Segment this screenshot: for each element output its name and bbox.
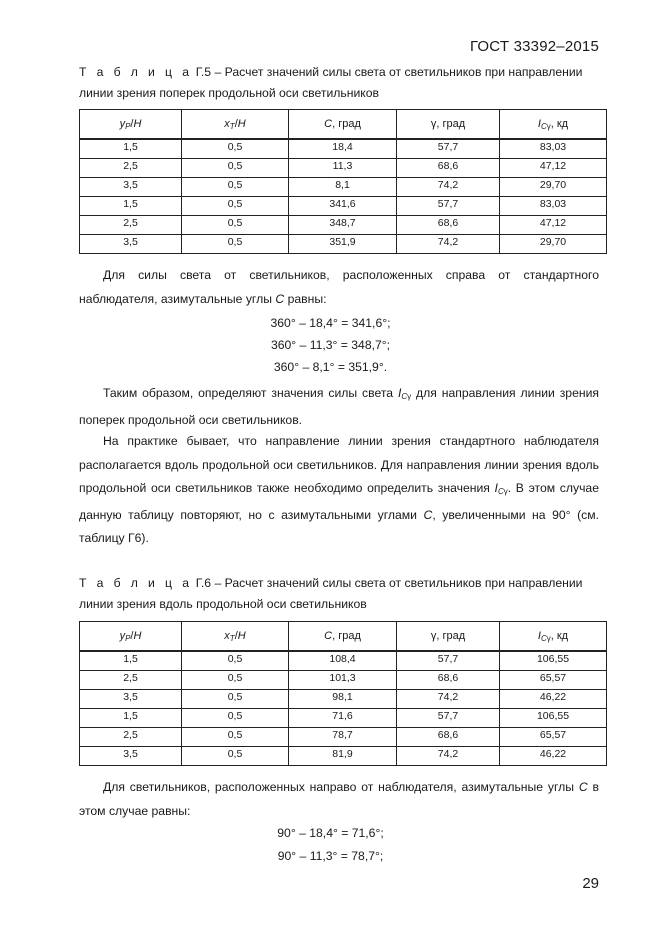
table-row	[80, 728, 607, 747]
table-row	[80, 235, 607, 254]
table5-body	[80, 139, 607, 254]
table-cell: 2,5	[80, 728, 182, 747]
table-cell: 2,5	[80, 216, 182, 235]
table-cell: 0,5	[182, 197, 289, 216]
table-cell: 57,7	[397, 709, 500, 728]
col-header-c-deg: C, град	[289, 622, 397, 652]
table-cell: 29,70	[500, 235, 607, 254]
table-cell: 106,55	[500, 651, 607, 671]
table5-header-row	[80, 110, 607, 140]
table-row	[80, 178, 607, 197]
table5-caption-label: Т а б л и ц а	[79, 65, 193, 79]
table-cell: 74,2	[397, 235, 500, 254]
table-cell: 68,6	[397, 671, 500, 690]
table-cell: 46,22	[500, 690, 607, 709]
table-cell: 57,7	[397, 197, 500, 216]
table-row	[80, 690, 607, 709]
table6-header-row	[80, 622, 607, 652]
col-header-gamma-deg: γ, град	[397, 110, 500, 140]
table-cell: 78,7	[289, 728, 397, 747]
table-cell: 65,57	[500, 671, 607, 690]
table-cell: 341,6	[289, 197, 397, 216]
table-cell: 348,7	[289, 216, 397, 235]
table-cell: 1,5	[80, 709, 182, 728]
table-cell: 0,5	[182, 709, 289, 728]
table6-caption	[79, 573, 599, 615]
table-row	[80, 651, 607, 671]
table-cell: 108,4	[289, 651, 397, 671]
table-cell: 0,5	[182, 178, 289, 197]
col-header-yp-h: $y_P/H$	[80, 110, 182, 140]
table-cell: 46,22	[500, 747, 607, 766]
table-cell: 2,5	[80, 159, 182, 178]
col-header-yp-h: $y_P/H$	[80, 622, 182, 652]
table-cell: 74,2	[397, 747, 500, 766]
col-header-intensity: $I_{C\gamma}$, кд	[500, 110, 607, 140]
table-row	[80, 159, 607, 178]
table-cell: 0,5	[182, 747, 289, 766]
formula-3: 360° – 8,1° = 351,9°.	[273, 360, 388, 374]
table-cell: 0,5	[182, 671, 289, 690]
table-cell: 98,1	[289, 690, 397, 709]
table-cell: 106,55	[500, 709, 607, 728]
col-header-intensity: $I_{C\gamma}$, кд	[500, 622, 607, 652]
paragraph-right-observer: Для светильников, расположенных направо от наблюдателя, азимутальные углы C в этом случае равны:	[79, 780, 599, 818]
table-cell: 1,5	[80, 651, 182, 671]
table-cell: 0,5	[182, 651, 289, 671]
table5-caption-text: – Расчет значений силы света от светильников при направлении линии зрения поперек продольной оси светильников	[79, 65, 583, 100]
table-cell: 351,9	[289, 235, 397, 254]
table-cell: 3,5	[80, 690, 182, 709]
table-row	[80, 197, 607, 216]
table-cell: 0,5	[182, 139, 289, 159]
table-cell: 0,5	[182, 159, 289, 178]
table-cell: 81,9	[289, 747, 397, 766]
table-cell: 68,6	[397, 728, 500, 747]
document-standard-header: ГОСТ 33392–2015	[469, 38, 599, 55]
table-cell: 3,5	[80, 178, 182, 197]
table-cell: 0,5	[182, 216, 289, 235]
table-cell: 65,57	[500, 728, 607, 747]
table6-caption-number: Г.6	[195, 576, 212, 590]
table-cell: 1,5	[80, 139, 182, 159]
table6-caption-text: – Расчет значений силы света от светильников при направлении линии зрения вдоль продольной оси светильников	[79, 576, 583, 611]
table-cell: 2,5	[80, 671, 182, 690]
table-cell: 0,5	[182, 728, 289, 747]
table-cell: 74,2	[397, 690, 500, 709]
formula-2: 360° – 11,3° = 348,7°;	[270, 338, 391, 352]
col-header-gamma-deg: γ, град	[397, 622, 500, 652]
table-cell: 74,2	[397, 178, 500, 197]
table-cell: 83,03	[500, 197, 607, 216]
paragraph-right-luminaires: Для силы света от светильников, расположенных справа от стандартного наблюдателя, азимутальные углы C равны:	[79, 268, 599, 306]
paragraph-practice: На практике бывает, что направление линии зрения стандартного наблюдателя располагается вдоль продольной оси светильников. Для направления линии зрения вдоль продольной оси светильников также необходимо определить значения $I_{C\gamma}$. В этом случае данную таблицу повторяют, но с азимутальными углами C, увеличенными на 90° (см. таблицу Г6).	[79, 434, 599, 545]
col-header-xt-h: $x_T/H$	[182, 110, 289, 140]
table-cell: 3,5	[80, 747, 182, 766]
table-row	[80, 709, 607, 728]
page-number: 29	[582, 875, 599, 892]
table-cell: 8,1	[289, 178, 397, 197]
table-cell: 47,12	[500, 159, 607, 178]
table-row	[80, 139, 607, 159]
table-cell: 18,4	[289, 139, 397, 159]
formula-4: 90° – 18,4° = 71,6°;	[277, 826, 384, 840]
formula-1: 360° – 18,4° = 341,6°;	[270, 316, 391, 330]
table6-body	[80, 651, 607, 766]
table-cell: 68,6	[397, 216, 500, 235]
paragraph-conclusion: Таким образом, определяют значения силы света $I_{C\gamma}$ для направления линии зрения поперек продольной оси светильников.	[79, 386, 599, 427]
col-header-xt-h: $x_T/H$	[182, 622, 289, 652]
table-row	[80, 216, 607, 235]
formula-5: 90° – 11,3° = 78,7°;	[277, 849, 384, 863]
table-cell: 68,6	[397, 159, 500, 178]
table-cell: 3,5	[80, 235, 182, 254]
table-cell: 29,70	[500, 178, 607, 197]
table-cell: 1,5	[80, 197, 182, 216]
table5-caption-number: Г.5	[195, 65, 212, 79]
table-cell: 0,5	[182, 690, 289, 709]
table-row	[80, 671, 607, 690]
table-cell: 57,7	[397, 651, 500, 671]
col-header-c-deg: C, град	[289, 110, 397, 140]
table6	[79, 621, 607, 766]
table5	[79, 109, 607, 254]
table-row	[80, 747, 607, 766]
table-cell: 71,6	[289, 709, 397, 728]
table-cell: 11,3	[289, 159, 397, 178]
table-cell: 83,03	[500, 139, 607, 159]
table-cell: 101,3	[289, 671, 397, 690]
table-cell: 0,5	[182, 235, 289, 254]
table-cell: 57,7	[397, 139, 500, 159]
table5-caption	[79, 62, 599, 104]
table6-caption-label: Т а б л и ц а	[79, 576, 193, 590]
table-cell: 47,12	[500, 216, 607, 235]
